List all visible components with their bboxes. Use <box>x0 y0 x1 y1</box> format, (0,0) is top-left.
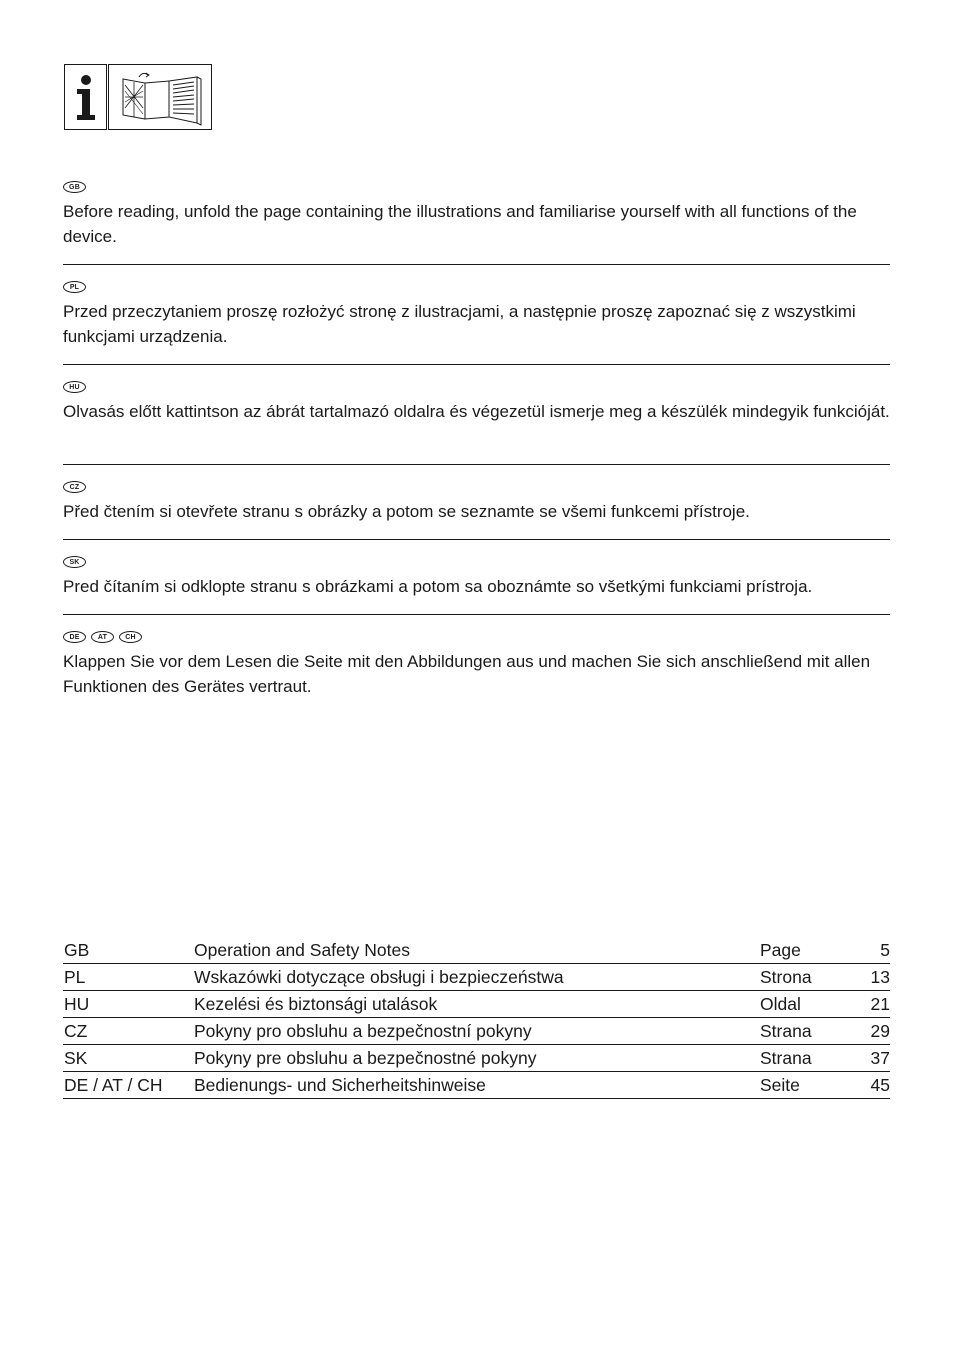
unfold-page-icon <box>108 64 212 130</box>
toc-page-number: 13 <box>835 964 890 991</box>
language-badge: PL <box>63 281 86 293</box>
language-badges <box>63 481 890 497</box>
divider <box>63 464 890 465</box>
toc-page-number: 5 <box>835 937 890 964</box>
language-badge: HU <box>63 381 86 393</box>
language-badges <box>63 631 890 647</box>
language-badge: SK <box>63 556 86 568</box>
toc-row <box>63 964 890 991</box>
instruction-text: Before reading, unfold the page containing the illustrations and familiarise yourself with all functions of the device. <box>63 202 857 246</box>
toc-title: Kezelési és biztonsági utalások <box>194 991 760 1018</box>
toc-language-code: CZ <box>63 1018 194 1045</box>
language-badge: GB <box>63 181 86 193</box>
language-badge: CH <box>119 631 142 643</box>
toc-page-label: Strana <box>760 1045 835 1072</box>
divider <box>63 364 890 365</box>
toc-title: Bedienungs- und Sicherheitshinweise <box>194 1072 760 1099</box>
toc-language-code: SK <box>63 1045 194 1072</box>
table-of-contents <box>63 937 890 1099</box>
language-badges <box>63 181 890 197</box>
language-section-pl <box>63 281 890 349</box>
divider <box>63 264 890 265</box>
instruction-text: Olvasás előtt kattintson az ábrát tartalmazó oldalra és végezetül ismerje meg a készülék mindegyik funkcióját. <box>63 402 890 421</box>
toc-page-label: Oldal <box>760 991 835 1018</box>
toc-title: Pokyny pre obsluhu a bezpečnostné pokyny <box>194 1045 760 1072</box>
toc-page-number: 21 <box>835 991 890 1018</box>
divider <box>63 614 890 615</box>
toc-row <box>63 1072 890 1099</box>
toc-page-label: Strona <box>760 964 835 991</box>
language-badge: CZ <box>63 481 86 493</box>
instruction-text: Klappen Sie vor dem Lesen die Seite mit den Abbildungen aus und machen Sie sich anschließend mit allen Funktionen des Gerätes vertraut. <box>63 652 871 696</box>
toc-title: Wskazówki dotyczące obsługi i bezpieczeństwa <box>194 964 760 991</box>
toc-title: Operation and Safety Notes <box>194 937 760 964</box>
language-section-hu <box>63 381 890 424</box>
instruction-text: Pred čítaním si odklopte stranu s obrázkami a potom sa oboznámte so všetkými funkciami prístroja. <box>63 577 813 596</box>
language-section-cz <box>63 481 890 524</box>
toc-page-number: 29 <box>835 1018 890 1045</box>
toc-page-number: 45 <box>835 1072 890 1099</box>
info-icon <box>64 64 107 130</box>
toc-row <box>63 1045 890 1072</box>
divider <box>63 539 890 540</box>
toc-page-number: 37 <box>835 1045 890 1072</box>
toc-page-label: Strana <box>760 1018 835 1045</box>
toc-language-code: DE / AT / CH <box>63 1072 194 1099</box>
toc-row <box>63 937 890 964</box>
language-section-sk <box>63 556 890 599</box>
toc-page-label: Page <box>760 937 835 964</box>
language-badge: DE <box>63 631 86 643</box>
toc-title: Pokyny pro obsluhu a bezpečnostní pokyny <box>194 1018 760 1045</box>
toc-language-code: HU <box>63 991 194 1018</box>
toc-row <box>63 1018 890 1045</box>
language-section-de-at-ch <box>63 631 890 699</box>
language-badges <box>63 381 890 397</box>
toc-language-code: PL <box>63 964 194 991</box>
toc-language-code: GB <box>63 937 194 964</box>
instruction-text: Przed przeczytaniem proszę rozłożyć stronę z ilustracjami, a następnie proszę zapoznać się z wszystkimi funkcjami urządzenia. <box>63 302 856 346</box>
language-badges <box>63 281 890 297</box>
instruction-text: Před čtením si otevřete stranu s obrázky a potom se seznamte se všemi funkcemi přístroje. <box>63 502 750 521</box>
header-icons <box>64 64 212 130</box>
toc-row <box>63 991 890 1018</box>
language-badge: AT <box>91 631 114 643</box>
toc-page-label: Seite <box>760 1072 835 1099</box>
language-section-gb <box>63 181 890 249</box>
language-badges <box>63 556 890 572</box>
